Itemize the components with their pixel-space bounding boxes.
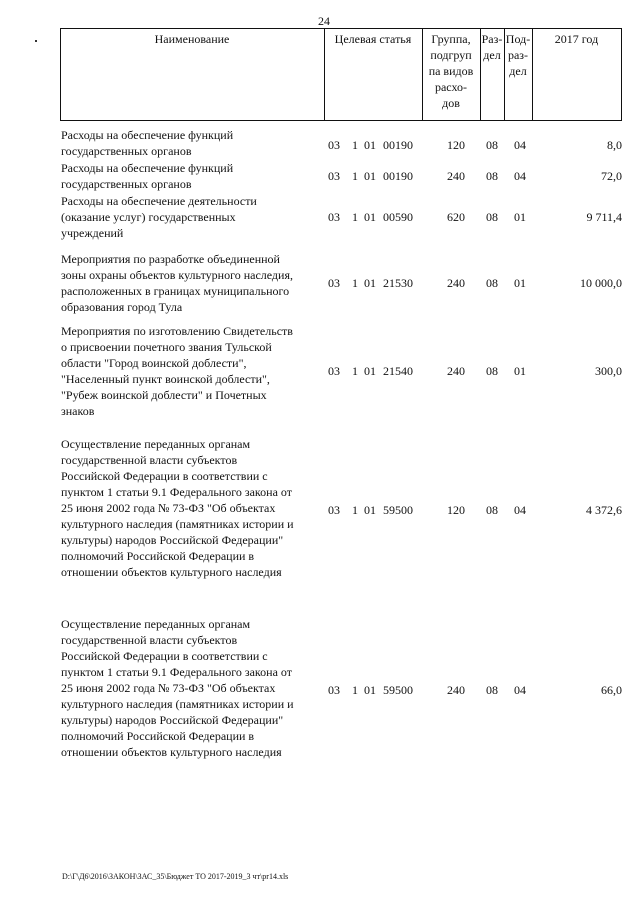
target-code-2: 1 bbox=[352, 503, 358, 517]
target-code-1: 03 bbox=[328, 138, 340, 152]
row-name-line: Расходы на обеспечение деятельности bbox=[61, 194, 257, 208]
row-name-line: государственных органов bbox=[61, 177, 192, 191]
section-code: 08 bbox=[486, 503, 498, 517]
subsection-code: 04 bbox=[514, 169, 526, 183]
header-group-line: па видов bbox=[428, 64, 474, 78]
header-group-line: подгруп bbox=[430, 48, 472, 62]
header-bottom-rule bbox=[60, 120, 622, 121]
header-group-line: дов bbox=[442, 96, 460, 110]
header-subsection-line: дел bbox=[509, 64, 527, 78]
section-code: 08 bbox=[486, 683, 498, 697]
row-name-line: знаков bbox=[61, 404, 95, 418]
section-code: 08 bbox=[486, 210, 498, 224]
row-name-line: государственных органов bbox=[61, 144, 192, 158]
row-name-line: учреждений bbox=[61, 226, 124, 240]
row-name-line: Расходы на обеспечение функций bbox=[61, 161, 234, 175]
row-name-line: "Рубеж воинской доблести" и Почетных bbox=[61, 388, 267, 402]
row-name-line: пунктом 1 статьи 9.1 Федерального закона от bbox=[61, 485, 292, 499]
target-code-3: 01 bbox=[364, 169, 376, 183]
scan-speck bbox=[35, 40, 37, 42]
subsection-code: 04 bbox=[514, 138, 526, 152]
header-group-line: Группа, bbox=[431, 32, 471, 46]
target-code-1: 03 bbox=[328, 210, 340, 224]
target-code-1: 03 bbox=[328, 503, 340, 517]
row-name-line: Расходы на обеспечение функций bbox=[61, 128, 234, 142]
row-name bbox=[61, 323, 323, 419]
row-name bbox=[61, 193, 323, 241]
header-subsection-line: раз- bbox=[507, 48, 529, 62]
target-code-4: 59500 bbox=[383, 683, 413, 697]
subsection-code: 01 bbox=[514, 210, 526, 224]
header-group-line: расхо- bbox=[434, 80, 468, 94]
row-name-line: зоны охраны объектов культурного наследия, bbox=[61, 268, 293, 282]
row-name bbox=[61, 436, 323, 580]
row-name-line: 25 июня 2002 года № 73-ФЗ "Об объектах bbox=[61, 681, 276, 695]
row-name-line: Российской Федерации в соответствии с bbox=[61, 469, 268, 483]
row-name-line: (оказание услуг) государственных bbox=[61, 210, 236, 224]
amount: 8,0 bbox=[607, 138, 622, 152]
header-name: Наименование bbox=[154, 32, 230, 46]
target-code-4: 21530 bbox=[383, 276, 413, 290]
file-path-footer: D:\Г\Д6\2016\ЗАКОН\ЗАС_35\Бюджет ТО 2017-2019_3 чт\pr14.xls bbox=[62, 872, 289, 881]
amount: 4 372,6 bbox=[586, 503, 622, 517]
header-year: 2017 год bbox=[554, 32, 599, 46]
target-code-2: 1 bbox=[352, 210, 358, 224]
row-name-line: образования город Тула bbox=[61, 300, 183, 314]
subsection-code: 04 bbox=[514, 683, 526, 697]
section-code: 08 bbox=[486, 138, 498, 152]
target-code-2: 1 bbox=[352, 169, 358, 183]
row-name-line: Мероприятия по разработке объединенной bbox=[61, 252, 280, 266]
amount: 9 711,4 bbox=[586, 210, 622, 224]
target-code-1: 03 bbox=[328, 276, 340, 290]
header-subsection bbox=[504, 31, 532, 79]
target-code-1: 03 bbox=[328, 683, 340, 697]
row-name-line: области "Город воинской доблести", bbox=[61, 356, 247, 370]
row-name-line: Мероприятия по изготовлению Свидетельств bbox=[61, 324, 293, 338]
row-name-line: 25 июня 2002 года № 73-ФЗ "Об объектах bbox=[61, 501, 276, 515]
row-name-line: полномочий Российской Федерации в bbox=[61, 549, 255, 563]
amount: 72,0 bbox=[601, 169, 622, 183]
target-code-4: 59500 bbox=[383, 503, 413, 517]
amount: 66,0 bbox=[601, 683, 622, 697]
row-name-line: культуры) народов Российской Федерации" bbox=[61, 713, 284, 727]
group-code: 240 bbox=[447, 276, 465, 290]
row-name bbox=[61, 251, 323, 315]
header-target: Целевая статья bbox=[334, 32, 412, 46]
row-name-line: Российской Федерации в соответствии с bbox=[61, 649, 268, 663]
target-code-4: 00190 bbox=[383, 169, 413, 183]
target-code-1: 03 bbox=[328, 364, 340, 378]
subsection-code: 01 bbox=[514, 364, 526, 378]
target-code-3: 01 bbox=[364, 276, 376, 290]
row-name-line: культурного наследия (памятниках истории и bbox=[61, 697, 294, 711]
target-code-1: 03 bbox=[328, 169, 340, 183]
target-code-2: 1 bbox=[352, 364, 358, 378]
target-code-3: 01 bbox=[364, 503, 376, 517]
header-group bbox=[422, 31, 480, 111]
row-name-line: отношении объектов культурного наследия bbox=[61, 565, 282, 579]
header-divider bbox=[621, 28, 622, 120]
row-name-line: государственной власти субъектов bbox=[61, 453, 238, 467]
group-code: 120 bbox=[447, 503, 465, 517]
header-section-line: Раз- bbox=[481, 32, 503, 46]
row-name-line: пунктом 1 статьи 9.1 Федерального закона от bbox=[61, 665, 292, 679]
row-name-line: Осуществление переданных органам bbox=[61, 437, 251, 451]
table-header bbox=[60, 28, 622, 120]
target-code-3: 01 bbox=[364, 364, 376, 378]
group-code: 240 bbox=[447, 364, 465, 378]
row-name-line: государственной власти субъектов bbox=[61, 633, 238, 647]
target-code-2: 1 bbox=[352, 276, 358, 290]
group-code: 620 bbox=[447, 210, 465, 224]
header-section-line: дел bbox=[483, 48, 501, 62]
row-name-line: Осуществление переданных органам bbox=[61, 617, 251, 631]
row-name-line: "Населенный пункт воинской доблести", bbox=[61, 372, 270, 386]
target-code-2: 1 bbox=[352, 683, 358, 697]
amount: 10 000,0 bbox=[580, 276, 622, 290]
row-name-line: культуры) народов Российской Федерации" bbox=[61, 533, 284, 547]
section-code: 08 bbox=[486, 364, 498, 378]
header-section bbox=[480, 31, 504, 63]
page-number: 24 bbox=[318, 14, 330, 28]
section-code: 08 bbox=[486, 276, 498, 290]
row-name bbox=[61, 616, 323, 760]
section-code: 08 bbox=[486, 169, 498, 183]
target-code-4: 00590 bbox=[383, 210, 413, 224]
row-name-line: о присвоении почетного звания Тульской bbox=[61, 340, 272, 354]
subsection-code: 01 bbox=[514, 276, 526, 290]
header-top-rule bbox=[60, 28, 622, 29]
group-code: 120 bbox=[447, 138, 465, 152]
row-name bbox=[61, 127, 323, 159]
amount: 300,0 bbox=[595, 364, 622, 378]
subsection-code: 04 bbox=[514, 503, 526, 517]
row-name-line: полномочий Российской Федерации в bbox=[61, 729, 255, 743]
target-code-4: 00190 bbox=[383, 138, 413, 152]
row-name bbox=[61, 160, 323, 192]
target-code-3: 01 bbox=[364, 683, 376, 697]
target-code-3: 01 bbox=[364, 210, 376, 224]
row-name-line: отношении объектов культурного наследия bbox=[61, 745, 282, 759]
row-name-line: культурного наследия (памятниках истории и bbox=[61, 517, 294, 531]
row-name-line: расположенных в границах муниципального bbox=[61, 284, 290, 298]
group-code: 240 bbox=[447, 683, 465, 697]
target-code-3: 01 bbox=[364, 138, 376, 152]
target-code-2: 1 bbox=[352, 138, 358, 152]
target-code-4: 21540 bbox=[383, 364, 413, 378]
header-subsection-line: Под- bbox=[505, 32, 531, 46]
group-code: 240 bbox=[447, 169, 465, 183]
